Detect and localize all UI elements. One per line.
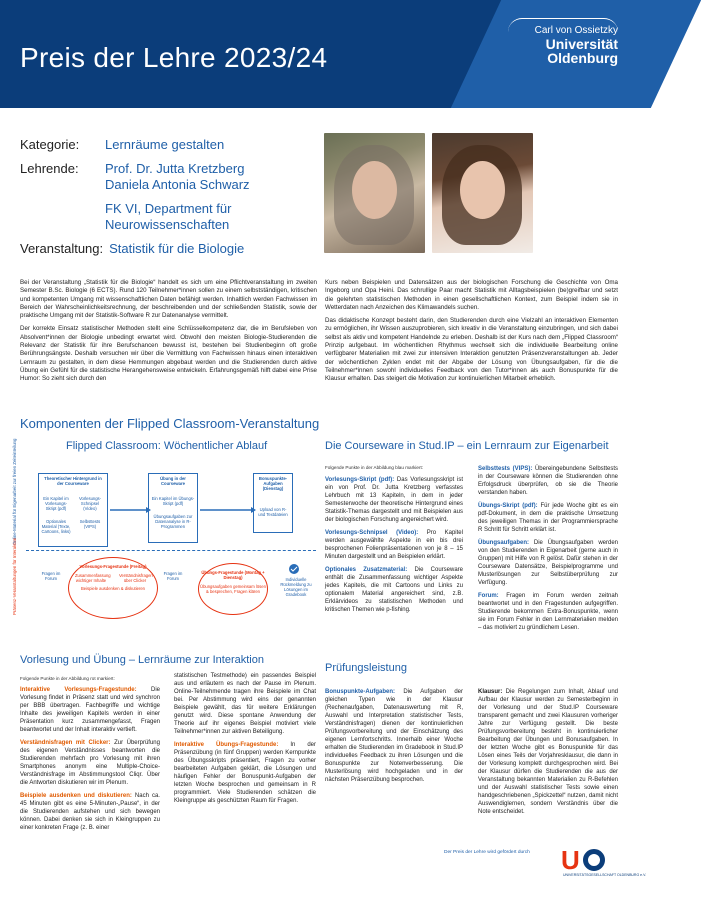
fk2: Neurowissenschaften bbox=[105, 217, 230, 232]
courseware-left-col bbox=[325, 476, 463, 619]
pr-item-2: Klausur: Die Regelungen zum Inhalt, Ablauf und Aufbau der Klausur werden zu Semesterbeginn in der Vorlesung und der Stud.IP Courseware transparent gemacht und zwei Klausuren vorheriger Jahre zur Verfügung gestellt. Die beste Prüfungsvorbereitung besteht in kontinuierlicher Bearbeitung der Übungen und Bonusaufgaben. In der letzten Woche gibt es Bonuspunkte für das Lösen eines Teils der Vorjahresklausur, die dann in der Vorlesung komplett durchgesprochen wird. Bei der Klausur dürfen die Studierenden die aus der Veranstaltung bekannten Materialien zu R-Befehlen und der Auswahl statistischer Tests sowie einen handgeschriebenen „Spickzettel“ nutzen, damit nicht Auswendiglernen, sondern Verständnis über die Note entscheidet. bbox=[478, 689, 618, 815]
kategorie-value: Lernräume gestalten bbox=[105, 137, 225, 152]
oval-uebung: Übungs-Fragestunde (Montag + Dienstag) Übungsaufgaben gemeinsam lösen & besprechen, Fragen klären bbox=[198, 563, 268, 615]
uni-line1: Carl von Ossietzky bbox=[534, 25, 618, 36]
vorlesung-note: Folgende Punkte in der Abbildung rot markiert: bbox=[20, 676, 115, 681]
forum-label-1: Fragen im Forum bbox=[41, 571, 61, 581]
sponsor-note: Der Preis der Lehre wird gefördert durch bbox=[444, 850, 530, 855]
box-theorie: Theoretischer Hintergrund in der Courseware Ein Kapitel im Vorlesungs-Skript (pdf) Vorlesungs-Schnipsel (Video) Optionales Material (Texte, Cartoons, links) Selbsttests (VIPS) bbox=[38, 473, 108, 547]
logo-text: UNIVERSITÄTSGESELLSCHAFT OLDENBURG e.V. bbox=[563, 873, 647, 877]
meta-block bbox=[20, 137, 250, 264]
feedback-label: Individuelle Rückmeldung zu Lösungen im Gradebook bbox=[280, 577, 312, 597]
intro-right-p2: Das didaktische Konzept besteht darin, den Studierenden durch eine Vielzahl an interaktiven Elementen zu ermöglichen, ihr Wissen auszuprobieren, sich kreativ in die Veranstaltung einzubringen, und sich dabei selbst als aktiv und kompetent Handelnde zu erleben. Deshalb ist der Kurs nach dem „Flipped Classroom“ Prinzip aufgebaut. Im wöchentlichen Rhythmus wechselt sich die individuelle Bearbeitung online verfügbarer Materialien mit zwei zur intensiven Interaktion genutzten Präsenzveranstaltungen ab. Jeder der wöchentlichen Zyklen endet mit der Abgabe der Lösung von Übungsaufgaben, für die die Teilnehmer*innen sowohl individuelles Feedback von den Tutor*innen als auch Bonuspunkte für die Klausur erhalten. Das steigert die Motivation zur kontinuierlichen Mitarbeit erheblich. bbox=[325, 317, 618, 383]
uni-line3: Oldenburg bbox=[547, 50, 618, 67]
pruefung-col1 bbox=[325, 688, 463, 789]
lehrende-label: Lehrende: bbox=[20, 160, 79, 176]
diagram-arrows bbox=[8, 465, 316, 625]
cw-item-7: Forum: Fragen im Forum werden zeitnah beantwortet und in den Fragestunden aufgegriffen. Studierende bekommen Extra-Bonuspunkte, wenn sie im Forum Fehler in den Lernmaterialien melden – das motiviert zu gründlichem Lesen. bbox=[478, 593, 618, 631]
cw-item-6: Übungsaufgaben: Die Übungsaufgaben werden von den Studierenden in Eigenarbeit (gerne auch in Gruppen) mit Hilfe von R gelöst. Dafür stehen in der Courseware Datensätze, Beispielprogramme und Musterlösungen zur Selbstüberprüfung zur Verfügung. bbox=[478, 540, 618, 586]
portrait-photo-1 bbox=[324, 133, 425, 253]
vl-item-4: statistischen Testmethode) ein passendes Beispiel aus und erläutern es nach der Pause im Plenum. Online-Teilnehmende tragen ihre Beispiele im Chat bei. Per Abstimmung wird eins der genannten Beispiele gewählt, das für weitere Erklärungen genutzt wird. Diese spontane Anwendung der Theorie auf ihr eigenes Beispiel motiviert viele Teilnehmer*innen zur aktiven Beteiligung. bbox=[174, 673, 316, 735]
cw-item-3: Optionales Zusatzmaterial: Die Courseware enthält die Zusammenfassung wichtiger Aspekte jedes Kapitels, die mit Cartoons und Links zu optionalem Material angereichert sind, z.B. Erklärvideos zu statistischen Methoden und kritischen Themen wie p-fishing. bbox=[325, 567, 464, 613]
veranstaltung-label: Veranstaltung: bbox=[20, 240, 104, 256]
veranstaltung-value: Statistik für die Biologie bbox=[109, 240, 245, 256]
vorlesung-col1 bbox=[20, 686, 160, 837]
header-banner bbox=[0, 0, 636, 108]
courseware-right-col bbox=[478, 465, 618, 637]
box-bonus: Bonuspunkte-Aufgaben (Dienstag) Upload von R- und Textdateien bbox=[253, 473, 293, 533]
logo-o bbox=[583, 849, 605, 871]
intro-left bbox=[20, 279, 317, 389]
vorlesung-col2 bbox=[174, 672, 316, 810]
lehrende2: Daniela Antonia Schwarz bbox=[105, 177, 250, 192]
courseware-note: Folgende Punkte in der Abbildung blau markiert: bbox=[325, 465, 424, 470]
logo-arc bbox=[508, 18, 618, 32]
vl-item-5: Interaktive Übungs-Fragestunde: In der Präsenzübung (in fünf Gruppen) werden Kernpunkte des Übungsskripts präsentiert, Fragen zu vorher bearbeiteten Aufgaben geklärt, die Lösungen und häufigen Fehler der Bonuspunkt-Aufgaben der letzten Woche besprochen und gemeinsam in R programmiert. Viele Studierenden schätzen die Kleingruppe als geschützten Raum für Fragen. bbox=[174, 742, 316, 804]
sponsor-logo bbox=[561, 845, 647, 881]
page-title: Preis der Lehre 2023/24 bbox=[20, 42, 328, 73]
vl-item-2: Verständnisfragen mit Clicker: Zur Überprüfung des eigenen Verständnisses beantworten die Studierenden mehrfach pro Vorlesung mit ihren Smartphones anonym eine Multiple-Choice-Verständnisfrage im Abstimmungstool Cliqr. Über die Antworten diskutieren wir im Plenum. bbox=[20, 740, 160, 786]
fk1: FK VI, Department für bbox=[105, 200, 232, 216]
intro-right bbox=[325, 279, 618, 389]
university-logo bbox=[535, 26, 618, 66]
kategorie-label: Kategorie: bbox=[20, 137, 80, 152]
pr-item-1: Bonuspunkte-Aufgaben: Die Aufgaben der gleichen Typen wie in der Klausur (Rechenaufgaben, Datenauswertung mit R, Auswahl und Interpretation statistischer Tests, Verständnisfragen) dienen der kontinuierlichen Prüfungsvorbereitung und der Einschätzung des eigenen Lernfortschritts. Innerhalb einer Woche erhalten die Studierenden im Gradebook in Stud.IP individuelles Feedback zu ihren Lösungen und die Bonuspunkte zur Notenverbesserung. Die Musterlösung wird hochgeladen und in der nächsten Präsenzübung besprochen. bbox=[325, 689, 463, 783]
cw-item-1: Vorlesungs-Skript (pdf): Das Vorlesungsskript ist ein von Prof. Dr. Jutta Kretzberg verfasstes Lehrbuch mit 13 Kapiteln, in dem in jeder Semesterwoche der theoretische Hintergrund eines Statistik-Themas dargestellt und mit Beispielen aus der biologischen Forschung angereichert wird. bbox=[325, 477, 463, 523]
pruefung-title: Prüfungsleistung bbox=[325, 662, 407, 674]
vl-item-3: Beispiele ausdenken und diskutieren: Nach ca. 45 Minuten gibt es eine 5-Minuten-„Pause“, in der die Studierenden aufstehen und sich bewegen können. Dabei denken sie sich in Kleingruppen zu einer konkreten Frage (z. B. einer bbox=[20, 793, 160, 831]
logo-u: U bbox=[561, 845, 580, 875]
courseware-title: Die Courseware in Stud.IP – ein Lernraum zur Eigenarbeit bbox=[325, 440, 609, 452]
pruefung-col2 bbox=[478, 688, 618, 821]
diagram-label-online: Online-Material für Eigenarbeit zur freien Zeiteinteilung bbox=[12, 438, 17, 545]
cw-item-5: Übungs-Skript (pdf): Für jede Woche gibt es ein pdf-Dokument, in dem die praktische Umsetzung des jeweiligen Themas in der Programmiersprache R Schritt für Schritt erklärt ist. bbox=[478, 503, 618, 533]
diagram-label-praesenz: Präsenz-Veranstaltungen für Interaktion bbox=[12, 537, 17, 615]
cw-item-4: Selbsttests (VIPS): Übereingebundene Selbsttests in der Courseware können die Studierenden ohne Erfolgsdruck überprüfen, ob sie die Theorie verstanden haben. bbox=[478, 466, 618, 496]
uni-line2: Universität bbox=[545, 35, 618, 52]
vorlesung-title: Vorlesung und Übung – Lernräume zur Interaktion bbox=[20, 654, 264, 666]
intro-right-p1: Kurs neben Beispielen und Datensätzen aus der biologischen Forschung die Geschichte von Oma Ingeborg und Opa Heini. Das schrullige Paar macht Statistik mit Alltagsbeispielen (be)greifbar und setzt die gelehrten statistischen Methoden in einen gesellschaftlichen Kontext, zum Beispiel indem sie in Wetterdaten nach Anzeichen des Klimawandels suchen. bbox=[325, 279, 618, 311]
komponenten-title: Komponenten der Flipped Classroom-Veranstaltung bbox=[20, 416, 320, 431]
oval-vorlesung: Vorlesungs-Fragestunde (Freitag) Zusammenfassung wichtiger Inhalte Verständnisfragen über Clicker Beispiele ausdenken & diskutieren bbox=[68, 557, 158, 619]
intro-left-p2: Der korrekte Einsatz statistischer Methoden stellt eine Schlüsselkompetenz dar, die im Berufsleben von Absolvent*innen der Biologie unbedingt erwartet wird. Obwohl den meisten Biologie-Studierenden die Relevanz der Statistik für ihre Berufschancen bewusst ist, bestehen bei Studienbeginn oft große Berührungsängste. Deshalb versuchen wir über die Vermittlung von Fachwissen hinaus einen interaktiven Lernraum zu gestalten, in dem diese Hemmungen abgebaut werden und die Studierenden durch aktive Übung ein Gefühl für die statistische Herangehensweise entwickeln. Erfahrungsgemäß hilft dabei eine Prise Humor: So zieht sich durch den bbox=[20, 325, 317, 383]
intro-left-p1: Bei der Veranstaltung „Statistik für die Biologie“ handelt es sich um eine Pflichtveranstaltung im zweiten Semester B.Sc. Biologie (6 ECTS). Rund 120 Teilnehmer*innen sollen zu einem selbstständigen, kritischen und kompetenten Umgang mit wissenschaftlichen Daten befähigt werden. Inhaltlich werden Fachwissen im Bereich der Wahrscheinlichkeitsrechnung, der beschreibenden und der schließenden Statistik, sowie der praktische Umgang mit der Statistik-Software R zur Datenanalyse vermittelt. bbox=[20, 279, 317, 320]
vl-item-1: Interaktive Vorlesungs-Fragestunde: Die Vorlesung findet in Präsenz statt und wird synchron per BBB übertragen. Fachbegriffe und wichtige Inhalte des jeweiligen Kapitels werden in einer Präsentation kurz zusammengefasst, Fragen beantwortet und der Inhalt interaktiv vertieft. bbox=[20, 687, 160, 733]
forum-label-2: Fragen im Forum bbox=[163, 571, 183, 581]
cw-item-2: Vorlesungs-Schnipsel (Video): Pro Kapitel werden ausgewählte Aspekte in ein bis drei besprochenen Folienpräsentationen von je 8 – 15 Minuten dargestellt und an Beispielen erklärt. bbox=[325, 530, 463, 560]
portrait-photo-2 bbox=[432, 133, 533, 253]
box-uebung: Übung in der Courseware Ein Kapitel im Übungs-Skript (pdf) Übungsaufgaben zur Datenanalyse in R-Programmen bbox=[148, 473, 198, 543]
lehrende1: Prof. Dr. Jutta Kretzberg bbox=[105, 160, 245, 176]
flipped-title: Flipped Classroom: Wöchentlicher Ablauf bbox=[66, 440, 268, 452]
